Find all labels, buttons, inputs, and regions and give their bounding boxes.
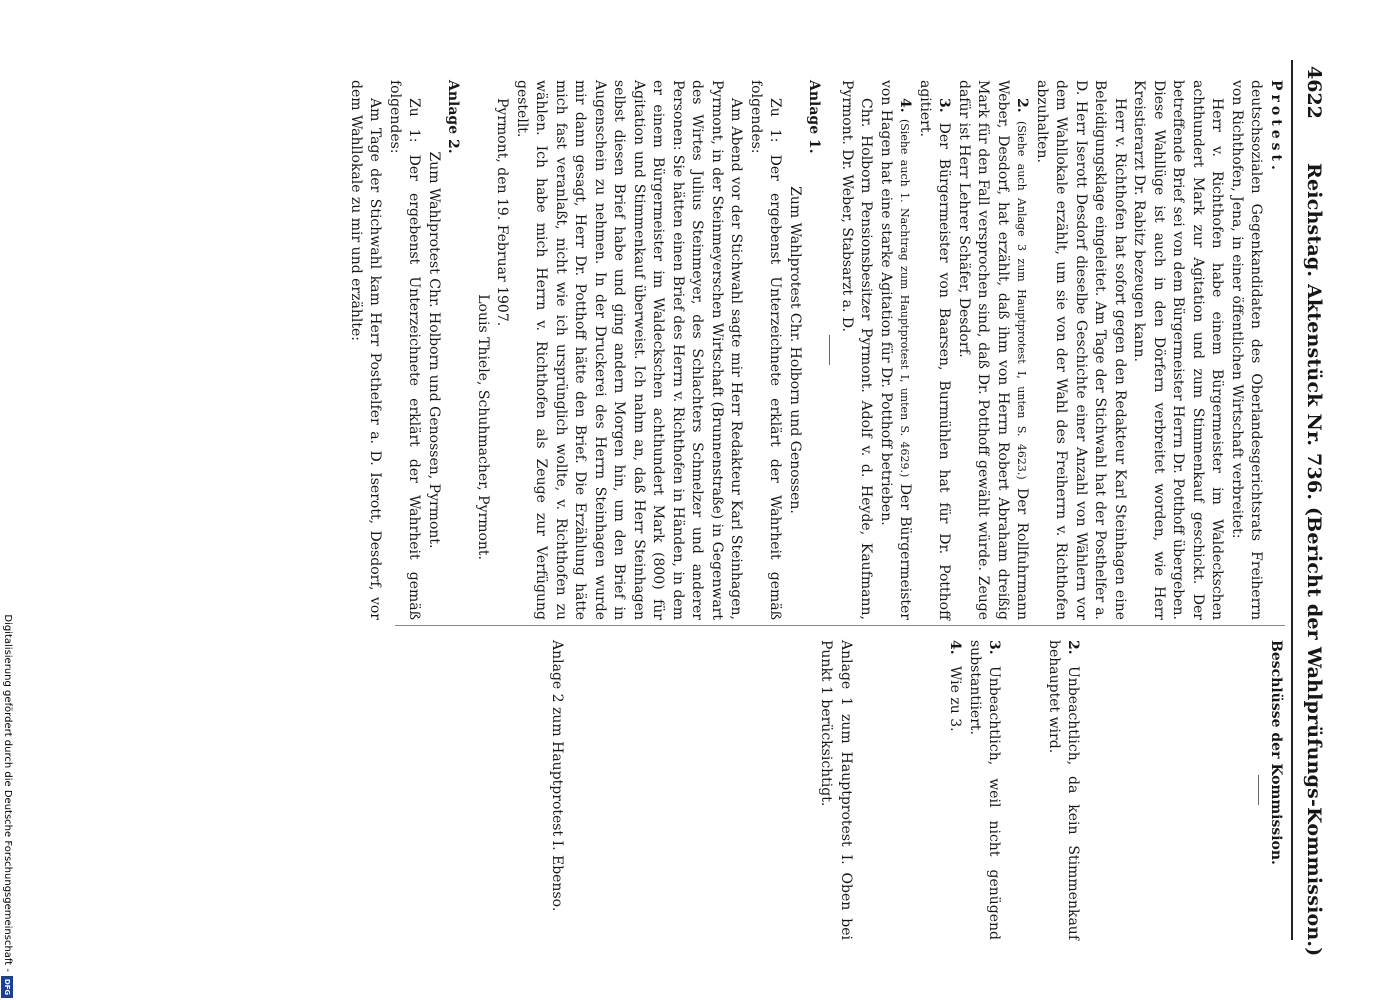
header-rule — [1291, 60, 1293, 940]
column-divider — [395, 625, 1285, 626]
paragraph: deutschsozialen Gegenkandidaten des Oberlandesgerichtsrats Freiherrn von Richthofen, Jena, in einer öffentlichen Wirtschaft verbreitet: — [1229, 80, 1265, 620]
spacer — [463, 80, 473, 620]
paragraph-text: Der Bürgermeister von Baarsen, Burmühlen hat für Dr. Potthoff agitiert. — [917, 80, 953, 621]
item-number: 2. — [1014, 98, 1031, 113]
paragraph: Herr v. Richthofen habe einem Bürgermeister im Waldeckschen achthundert Mark zur Agitation und zum Stimmenkauf geschickt. Der betreffende Brief sei von dem Bürgermeister Herrn Dr. Potthoff übergeben. Diese Wahllüge ist auch in den Dörfern verbreitet worden, wie Herr Kreistierarzt Dr. Rabitz bezeugen kann. — [1131, 80, 1226, 620]
paragraph: Zu 1: Der ergebenst Unterzeichnete erklärt der Wahrheit gemäß folgendes: — [748, 80, 784, 620]
reference-note: (Siehe auch Anlage 3 zum Hauptprotest I, unten S. 4623.) — [1015, 120, 1029, 480]
paragraph: Am Tage der Stichwahl kam Herr Posthelfer a. D. Iserott, Desdorf, vor dem Wahllokale zu mir und erzählte: — [348, 80, 384, 620]
paragraph-text: Der Rollfuhrmann Weber, Desdorf, hat erzählt, daß ihm von Herrn Robert Abraham dreißig Mark für den Fall versprochen sind, daß Dr. Potthoff gewählt würde. Zeuge dafür ist Herr Lehrer Schäfer, Desdorf. — [956, 80, 1031, 620]
signature-line: Louis Thiele, Schuhmacher, Pyrmont. — [475, 294, 491, 560]
spacer — [1083, 640, 1243, 940]
paragraph-3 — [915, 80, 954, 620]
dfg-logo: DFG — [1, 976, 13, 998]
anlage-2-note: Anlage 2 zum Hauptprotest I. Ebenso. — [549, 640, 565, 912]
paragraph-2 — [954, 80, 1032, 620]
spacer — [855, 640, 945, 940]
paragraph: Herr v. Richthofen hat sofort gegen den Redakteur Karl Steinhagen eine Beleidigungsklage eingeleitet. Am Tage der Stichwahl hat der Posthelfer a. D. Herr Iserott Desdorf dieselbe Geschichte einer Anzahl von Wählern vor dem Wahllokale erzählt, um sie von der Wahl des Freiherrn v. Richthofen abzuhalten. — [1034, 80, 1128, 620]
decision-number: 3. — [986, 640, 1003, 655]
spacer — [1004, 640, 1044, 940]
protest-heading: Protest. — [1268, 80, 1284, 174]
anlage-1-note: Anlage 1 zum Hauptprotest I. Oben bei Punkt 1 berücksichtigt. — [818, 640, 854, 940]
page-number: 4622 — [1303, 66, 1325, 119]
decision-item — [1044, 640, 1083, 940]
item-number: 3. — [936, 98, 953, 113]
separator — [1259, 775, 1260, 805]
separator — [830, 335, 831, 365]
signatories: Chr. Holborn Pensionsbesitzer Pyrmont. Adolf v. d. Heyde, Kaufmann, Pyrmont. Dr. Weber, Stabsarzt a. D. — [839, 80, 875, 620]
decision-item — [945, 640, 965, 940]
paragraph: Zu 1: Der ergebenst Unterzeichnete erklärt der Wahrheit gemäß folgendes: — [387, 80, 423, 620]
paragraph-4 — [876, 80, 915, 620]
left-column — [346, 80, 1286, 620]
decision-number: 4. — [947, 640, 964, 655]
decision-text: Wie zu 3. — [947, 666, 964, 732]
funding-text: Digitalisierung gefördert durch die Deutsche Forschungsgemeinschaft - — [2, 614, 13, 972]
decision-text: Unbeachtlich, da kein Stimmenkauf behauptet wird. — [1046, 640, 1082, 940]
paragraph: Am Abend vor der Stichwahl sagte mir Herr Redakteur Karl Steinhagen, Pyrmont, in der Steinmeyerschen Wirtschaft (Brunnenstraße) in Gegenwart des Wirtes Julius Steinmeyer, des Schlachters Schmelzer und anderer Personen: Sie hätten einen Brief des Herrn v. Richthofen in Händen, in dem er einem Bürgermeister im Waldeckschen achthundert Mark (800) für Agitation und Stimmenkauf überweist. Ich nahm an, daß Herr Steinhagen selbst diesen Brief habe und ging andern Morgen hin, um den Brief in Augenschein zu nehmen. In der Druckerei des Herrn Steinhagen wurde mir dann gesagt, Herr Dr. Potthoff hätte den Brief. Die Erzählung hätte mich fast veranlaßt, nicht wie ich ursprünglich wollte, v. Richthofen zu wählen. Ich habe mich Herrn v. Richthofen als Zeuge zur Verfügung gestellt. — [514, 80, 745, 620]
decision-item — [965, 640, 1004, 940]
decision-number: 2. — [1065, 640, 1082, 655]
decision-text: Unbeachtlich, weil nicht genügend substantiiert. — [967, 640, 1003, 940]
reference-note: (Siehe auch 1. Nachtrag zum Hauptprotest I, unten S. 4629.) — [898, 118, 912, 478]
anlage-2-title: Anlage 2. — [445, 80, 462, 154]
funding-note — [0, 0, 13, 1000]
date-line: Pyrmont, den 19. Februar 1907. — [494, 98, 511, 327]
anlage-1-subtitle: Zum Wahlprotest Chr. Holborn und Genossen. — [787, 186, 803, 514]
item-number: 4. — [897, 98, 914, 113]
right-column — [547, 640, 1286, 940]
spacer — [566, 640, 816, 940]
paragraph-text: Der Bürgermeister von Hagen hat eine starke Agitation für Dr. Potthoff betrieben. — [878, 80, 914, 620]
anlage-2-subtitle: Zum Wahlprotest Chr. Holborn und Genossen, Pyrmont. — [426, 151, 442, 549]
page-header — [1297, 48, 1325, 983]
anlage-1-title: Anlage 1. — [806, 80, 823, 154]
page-title: Reichstag. Aktenstück Nr. 736. (Bericht der Wahlprüfungs-Kommission.) — [1303, 163, 1325, 957]
commission-title: Beschlüsse der Kommission. — [1268, 640, 1284, 865]
